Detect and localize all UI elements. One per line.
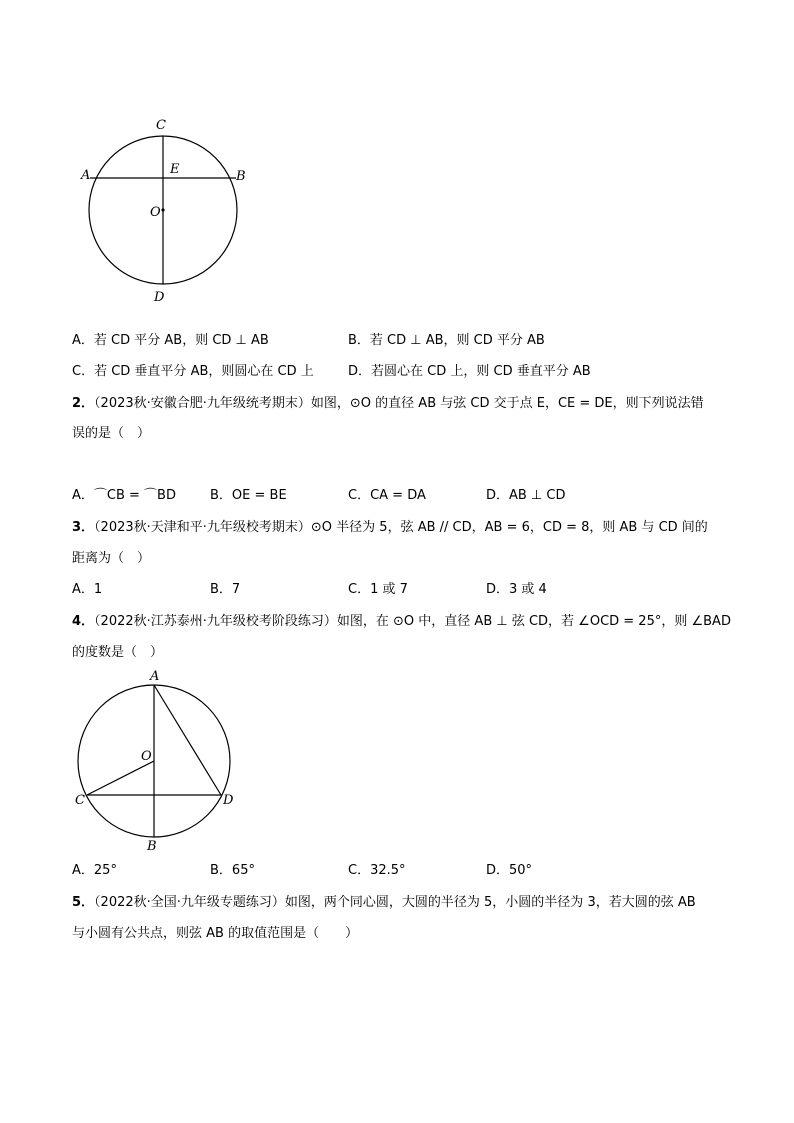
q2-option-d: D．AB ⊥ CD	[486, 488, 566, 503]
q1-option-b: B．若 CD ⊥ AB，则 CD 平分 AB	[348, 333, 545, 348]
figure-2-segment-ad	[154, 685, 221, 795]
figure-1-label-d: D	[154, 290, 165, 305]
q3-stem-line-1: 3．（2023秋·天津和平·九年级校考期末）⊙O 半径为 5，弦 AB // CD，AB = 6，CD = 8，则 AB 与 CD 间的	[72, 520, 708, 535]
figure-2-label-d: D	[223, 793, 234, 808]
q1-option-a: A．若 CD 平分 AB，则 CD ⊥ AB	[72, 333, 269, 348]
figure-2-circle-diagram	[64, 666, 254, 860]
q2-option-b: B．OE = BE	[210, 488, 287, 503]
figure-1-label-b: B	[236, 169, 246, 184]
q5-stem-line-2: 与小圆有公共点，则弦 AB 的取值范围是（ ）	[72, 926, 359, 941]
q4-option-c: C．32.5°	[348, 863, 406, 878]
figure-2-label-b: B	[147, 839, 157, 854]
figure-1-center-point	[161, 208, 164, 211]
figure-1-label-c: C	[156, 118, 166, 133]
q1-option-d: D．若圆心在 CD 上，则 CD 垂直平分 AB	[348, 364, 591, 379]
q3-option-d: D．3 或 4	[486, 582, 547, 597]
q4-stem-line-1: 4．（2022秋·江苏泰州·九年级校考阶段练习）如图，在 ⊙O 中，直径 AB ⊥ 弦 CD，若 ∠OCD = 25°，则 ∠BAD	[72, 614, 731, 629]
figure-2-label-c: C	[75, 793, 85, 808]
figure-1-circle-diagram	[70, 108, 260, 308]
figure-1-label-a: A	[81, 168, 91, 183]
q3-option-b: B．7	[210, 582, 241, 597]
q3-option-c: C．1 或 7	[348, 582, 408, 597]
q1-option-c: C．若 CD 垂直平分 AB，则圆心在 CD 上	[72, 364, 314, 379]
q2-option-c: C．CA = DA	[348, 488, 426, 503]
q2-stem-line-2: 误的是（ ）	[72, 426, 151, 441]
q2-stem-line-1: 2．（2023秋·安徽合肥·九年级统考期末）如图，⊙O 的直径 AB 与弦 CD 交于点 E，CE = DE，则下列说法错	[72, 396, 704, 411]
q2-option-a: A．⌒CB = ⌒BD	[72, 488, 176, 503]
figure-1-label-e: E	[170, 162, 180, 177]
q4-stem-line-2: 的度数是（ ）	[72, 645, 164, 660]
q5-stem-line-1: 5．（2022秋·全国·九年级专题练习）如图，两个同心圆，大圆的半径为 5，小圆的半径为 3，若大圆的弦 AB	[72, 895, 696, 910]
q3-stem-line-2: 距离为（ ）	[72, 551, 151, 566]
figure-2-label-o: O	[141, 749, 152, 764]
q4-option-a: A．25°	[72, 863, 117, 878]
q4-option-b: B．65°	[210, 863, 255, 878]
q3-option-a: A．1	[72, 582, 103, 597]
figure-1-label-o: O	[150, 205, 161, 220]
figure-2-segment-oc	[87, 761, 154, 795]
figure-2-label-a: A	[150, 669, 160, 684]
q4-option-d: D．50°	[486, 863, 533, 878]
